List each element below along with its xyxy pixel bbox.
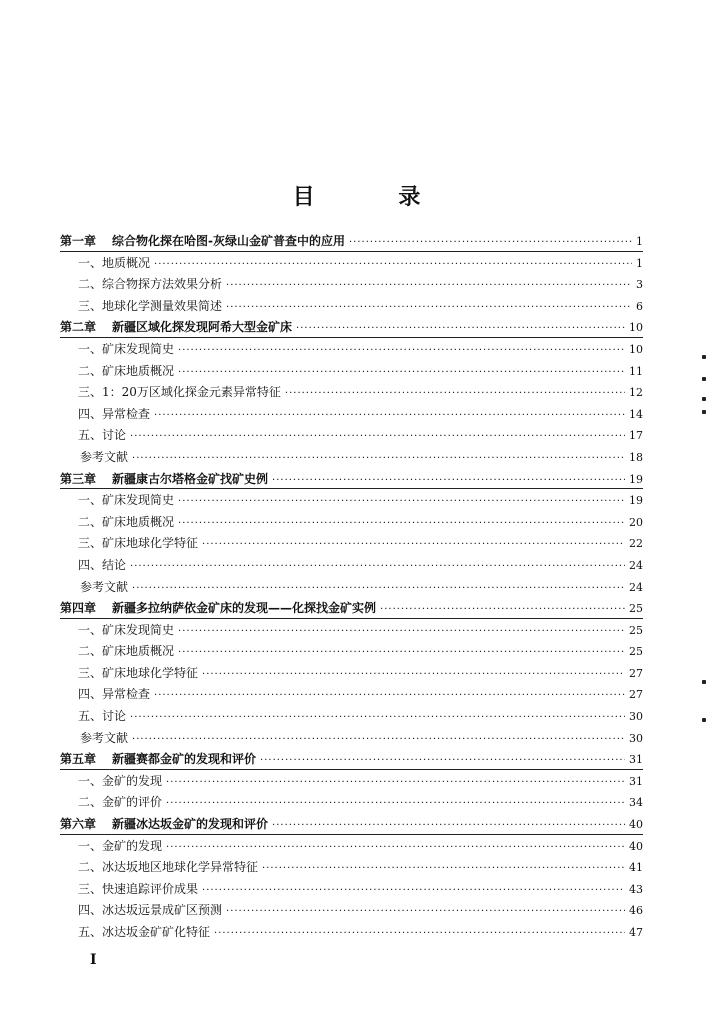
scan-artifact [702,718,706,722]
chapter-underline [60,488,643,489]
dot-leader [226,906,625,917]
chapter-underline [60,618,643,619]
toc-entry-title: 三、地球化学测量效果简述 [78,298,223,313]
toc-page-number: 25 [629,645,643,659]
dot-leader [154,259,632,270]
toc-page-number: 22 [629,537,643,551]
toc-page-number: 25 [629,602,643,616]
toc-page-number: 40 [629,839,643,853]
toc-page-number: 10 [629,342,643,356]
toc-page-number: 6 [636,299,643,313]
toc-chapter-number: 第三章 [60,471,97,486]
toc-chapter-number: 第四章 [60,601,97,616]
scan-artifact [702,410,706,414]
dot-leader [178,626,625,637]
toc-page-number: 19 [629,494,643,508]
toc-page-number: 27 [629,666,643,680]
dot-leader [202,669,625,680]
toc-entry-title: 一、矿床发现简史 [78,622,175,637]
toc-chapter-label [60,232,345,249]
toc-page-number: 43 [629,882,643,896]
dot-leader [130,712,625,723]
toc-chapter-label [60,318,292,335]
toc-chapter-title: 新疆多拉纳萨依金矿床的发现——化探找金矿实例 [112,601,377,616]
toc-section-row [60,707,643,729]
toc-section-row [60,556,643,578]
toc-section-row [60,297,643,319]
toc-section-row [60,923,643,945]
toc-page-number: 19 [629,472,643,486]
toc-section-row [60,858,643,880]
toc-chapter-label [60,599,376,616]
toc-entry-title: 四、异常检查 [78,406,151,421]
toc-entry-title: 三、矿床地球化学特征 [78,665,199,680]
toc-page-number: 17 [629,429,643,443]
toc-page-number: 27 [629,688,643,702]
scan-artifact [702,397,706,401]
toc-entry-title: 二、冰达坂地区地球化学异常特征 [78,860,259,875]
toc-chapter-number: 第五章 [60,752,97,767]
toc-page-number: 40 [629,818,643,832]
toc-chapter-number: 第一章 [60,234,97,248]
toc-chapter-title: 新疆康古尔塔格金矿找矿史例 [112,471,269,486]
dot-leader [166,798,625,809]
toc-section-row [60,793,643,815]
dot-leader [202,539,625,550]
chapter-underline [60,769,643,770]
toc-section-row [60,642,643,664]
dot-leader [214,928,625,939]
dot-leader [130,561,625,572]
toc-entry-title: 四、冰达坂远景成矿区预测 [78,903,223,918]
scan-artifact [702,377,706,381]
toc-page-number: 31 [629,753,643,767]
dot-leader [202,885,625,896]
toc-entry-title: 参考文献 [80,579,129,594]
toc-section-row [60,685,643,707]
toc-page-number: 1 [636,256,643,270]
dot-leader [178,367,625,378]
toc-section-row [60,340,643,362]
toc-entry-title: 二、金矿的评价 [78,795,163,810]
toc-entry-title: 一、地质概况 [78,255,151,270]
dot-leader [132,583,625,594]
toc-section-row [60,513,643,535]
toc-page-number: 24 [629,558,643,572]
table-of-contents [60,232,643,945]
dot-leader [178,647,625,658]
toc-section-row [60,426,643,448]
toc-chapter-label [60,470,268,487]
toc-entry-title: 参考文献 [80,449,129,464]
toc-section-row [60,405,643,427]
toc-section-row [60,772,643,794]
dot-leader [166,842,625,853]
toc-section-row [60,275,643,297]
dot-leader [178,345,625,356]
toc-page-number: 10 [629,321,643,335]
toc-page-number: 34 [629,796,643,810]
toc-page-number: 1 [636,235,643,248]
toc-entry-title: 三、快速追踪评价成果 [78,881,199,896]
dot-leader [154,690,625,701]
toc-chapter-title: 新疆赛都金矿的发现和评价 [112,752,257,767]
toc-entry-title: 三、矿床地球化学特征 [78,536,199,551]
dot-leader [226,302,632,313]
toc-page-number: 31 [629,774,643,788]
dot-leader [380,604,625,615]
dot-leader [154,410,625,421]
toc-section-row [60,621,643,643]
dot-leader [130,431,625,442]
dot-leader [226,280,632,291]
toc-entry-title: 三、1：20万区域化探金元素异常特征 [78,385,281,400]
toc-page-number: 20 [629,515,643,529]
dot-leader [349,237,632,248]
page-title: 目 录 [292,185,459,210]
toc-page-number: 41 [629,861,643,875]
toc-page-number: 46 [629,904,643,918]
dot-leader [178,496,625,507]
toc-chapter-label [60,815,268,832]
dot-leader [285,388,625,399]
toc-entry-title: 五、讨论 [78,709,127,724]
dot-leader [132,453,625,464]
toc-entry-title: 一、金矿的发现 [78,773,163,788]
page-number: I [90,952,97,968]
dot-leader [260,755,625,766]
toc-entry-title: 二、矿床地质概况 [78,644,175,659]
toc-page-number: 18 [629,450,643,464]
toc-entry-title: 四、结论 [78,557,127,572]
toc-entry-title: 一、金矿的发现 [78,838,163,853]
toc-entry-title: 四、异常检查 [78,687,151,702]
toc-section-row [60,837,643,859]
dot-leader [178,518,625,529]
toc-page-number: 3 [636,278,643,292]
toc-page-number: 47 [629,926,643,939]
toc-page-number: 12 [629,386,643,400]
toc-section-row [60,880,643,902]
toc-page-number: 25 [629,623,643,637]
toc-page-number: 30 [629,710,643,724]
toc-section-row [60,664,643,686]
toc-entry-title: 二、矿床地质概况 [78,514,175,529]
toc-chapter-title: 新疆冰达坂金矿的发现和评价 [112,817,269,832]
toc-page-number: 30 [629,731,643,745]
toc-entry-title: 五、冰达坂金矿矿化特征 [78,925,211,939]
chapter-underline [60,834,643,835]
toc-reference-row [60,578,643,600]
dot-leader [272,475,625,486]
chapter-underline [60,337,643,338]
toc-section-row [60,362,643,384]
scan-artifact [702,355,706,359]
toc-page-number: 24 [629,580,643,594]
toc-section-row [60,534,643,556]
toc-section-row [60,901,643,923]
toc-chapter-title: 综合物化探在哈图-灰绿山金矿普查中的应用 [112,234,345,248]
toc-chapter-number: 第六章 [60,817,97,832]
toc-section-row [60,491,643,513]
toc-entry-title: 参考文献 [80,730,129,745]
toc-entry-title: 五、讨论 [78,428,127,443]
chapter-underline [60,251,643,252]
scan-artifact [702,680,706,684]
dot-leader [262,863,625,874]
toc-reference-row [60,448,643,470]
dot-leader [272,820,625,831]
toc-entry-title: 二、矿床地质概况 [78,363,175,378]
dot-leader [166,777,625,788]
toc-section-row [60,383,643,405]
toc-chapter-label [60,750,256,767]
toc-entry-title: 二、综合物探方法效果分析 [78,277,223,292]
dot-leader [132,734,625,745]
toc-page-number: 14 [629,407,643,421]
toc-entry-title: 一、矿床发现简史 [78,493,175,508]
toc-chapter-number: 第二章 [60,320,97,335]
toc-section-row [60,254,643,276]
toc-chapter-title: 新疆区域化探发现阿希大型金矿床 [112,320,293,335]
toc-reference-row [60,729,643,751]
toc-page-number: 11 [629,364,643,378]
toc-entry-title: 一、矿床发现简史 [78,341,175,356]
dot-leader [296,323,625,334]
